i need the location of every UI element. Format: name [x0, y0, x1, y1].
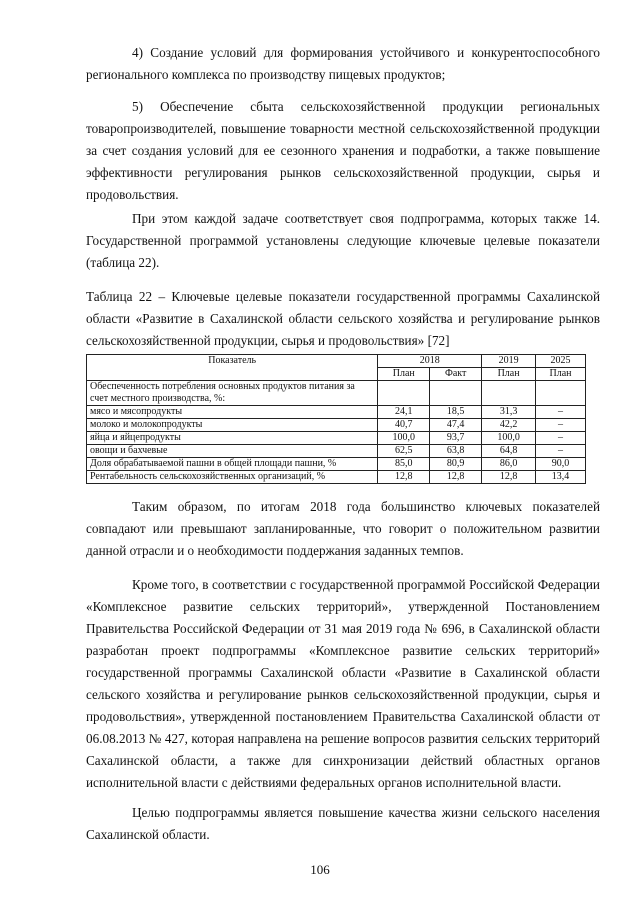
row-label: молоко и молокопродукты	[87, 419, 378, 432]
row-label: Доля обрабатываемой пашни в общей площади пашни, %	[87, 458, 378, 471]
table-caption: Таблица 22 – Ключевые целевые показатели государственной программы Сахалинской области «Развитие в Сахалинской области сельского хозяйства и регулирование рынков сельскохозяйственной продукции, сырья и продовольствия» [72]	[86, 289, 600, 348]
cell-plan-2018: 12,8	[378, 471, 430, 484]
cell-plan-2025: –	[536, 445, 586, 458]
row-label: яйца и яйцепродукты	[87, 432, 378, 445]
cell-plan-2019: 100,0	[482, 432, 536, 445]
paragraph-subprogram-goal: Целью подпрограммы является повышение качества жизни сельского населения Сахалинской области.	[86, 805, 600, 842]
cell-plan-2025: –	[536, 419, 586, 432]
table-row	[87, 419, 586, 432]
subheader-fact-2018: Факт	[430, 368, 482, 381]
subheader-plan-2019: План	[482, 368, 536, 381]
indicators-table	[86, 354, 586, 484]
cell-plan-2018: 85,0	[378, 458, 430, 471]
cell-plan-2025: 13,4	[536, 471, 586, 484]
cell-plan-2018: 24,1	[378, 406, 430, 419]
cell-plan-2018	[378, 381, 430, 406]
table-row	[87, 406, 586, 419]
cell-plan-2019: 64,8	[482, 445, 536, 458]
cell-plan-2025	[536, 381, 586, 406]
paragraph-task-4: 4) Создание условий для формирования устойчивого и конкурентоспособного регионального комплекса по производству пищевых продуктов;	[86, 45, 600, 82]
paragraph-rural-program: Кроме того, в соответствии с государственной программой Российской Федерации «Комплексное развитие сельских территорий», утвержденной Постановлением Правительства Российской Федерации от 31 мая 2019 года № 696, в Сахалинской области разработан проект подпрограммы «Комплексное развитие сельских территорий» государственной программы Сахалинской области «Развитие в Сахалинской области сельского хозяйства и регулирование рынков сельскохозяйственной продукции, сырья и продовольствия», утвержденной постановлением Правительства Сахалинской области от 06.08.2013 № 427, которая направлена на решение вопросов развития сельских территорий Сахалинской области, а также для синхронизации действий областных органов исполнительной власти с действиями федеральных органов исполнительной власти.	[86, 577, 600, 790]
table-header-row	[87, 355, 586, 368]
header-year-2018: 2018	[378, 355, 482, 368]
paragraph-conclusion: Таким образом, по итогам 2018 года большинство ключевых показателей совпадают или превышают запланированные, что говорит о положительном развитии данной отрасли и о необходимости поддержания заданных темпов.	[86, 499, 600, 558]
cell-fact-2018: 47,4	[430, 419, 482, 432]
cell-plan-2019: 12,8	[482, 471, 536, 484]
cell-plan-2025: –	[536, 432, 586, 445]
row-label: Обеспеченность потребления основных продуктов питания за счет местного производства, %:	[87, 381, 378, 406]
cell-plan-2019	[482, 381, 536, 406]
row-label: Рентабельность сельскохозяйственных организаций, %	[87, 471, 378, 484]
paragraph-subprograms: При этом каждой задаче соответствует своя подпрограмма, которых также 14. Государственной программой установлены следующие ключевые целевые показатели (таблица 22).	[86, 211, 600, 270]
cell-fact-2018: 63,8	[430, 445, 482, 458]
header-year-2019: 2019	[482, 355, 536, 368]
header-year-2025: 2025	[536, 355, 586, 368]
header-indicator: Показатель	[87, 355, 378, 381]
cell-plan-2025: 90,0	[536, 458, 586, 471]
cell-plan-2019: 31,3	[482, 406, 536, 419]
table-row	[87, 445, 586, 458]
cell-fact-2018: 93,7	[430, 432, 482, 445]
cell-fact-2018: 18,5	[430, 406, 482, 419]
cell-fact-2018	[430, 381, 482, 406]
subheader-plan-2025: План	[536, 368, 586, 381]
cell-plan-2019: 42,2	[482, 419, 536, 432]
subheader-plan-2018: План	[378, 368, 430, 381]
table-row	[87, 471, 586, 484]
cell-plan-2018: 40,7	[378, 419, 430, 432]
cell-plan-2019: 86,0	[482, 458, 536, 471]
cell-plan-2025: –	[536, 406, 586, 419]
row-label: овощи и бахчевые	[87, 445, 378, 458]
page-number: 106	[310, 862, 330, 877]
table-row	[87, 432, 586, 445]
cell-fact-2018: 12,8	[430, 471, 482, 484]
table-row	[87, 458, 586, 471]
row-label: мясо и мясопродукты	[87, 406, 378, 419]
cell-fact-2018: 80,9	[430, 458, 482, 471]
cell-plan-2018: 62,5	[378, 445, 430, 458]
paragraph-task-5: 5) Обеспечение сбыта сельскохозяйственной продукции региональных товаропроизводителей, повышение товарности местной сельскохозяйственной продукции за счет создания условий для ее сезонного хранения и подработки, а также повышение эффективности регулирования рынков сельскохозяйственной продукции, сырья и продовольствия.	[86, 99, 600, 202]
table-row	[87, 381, 586, 406]
cell-plan-2018: 100,0	[378, 432, 430, 445]
